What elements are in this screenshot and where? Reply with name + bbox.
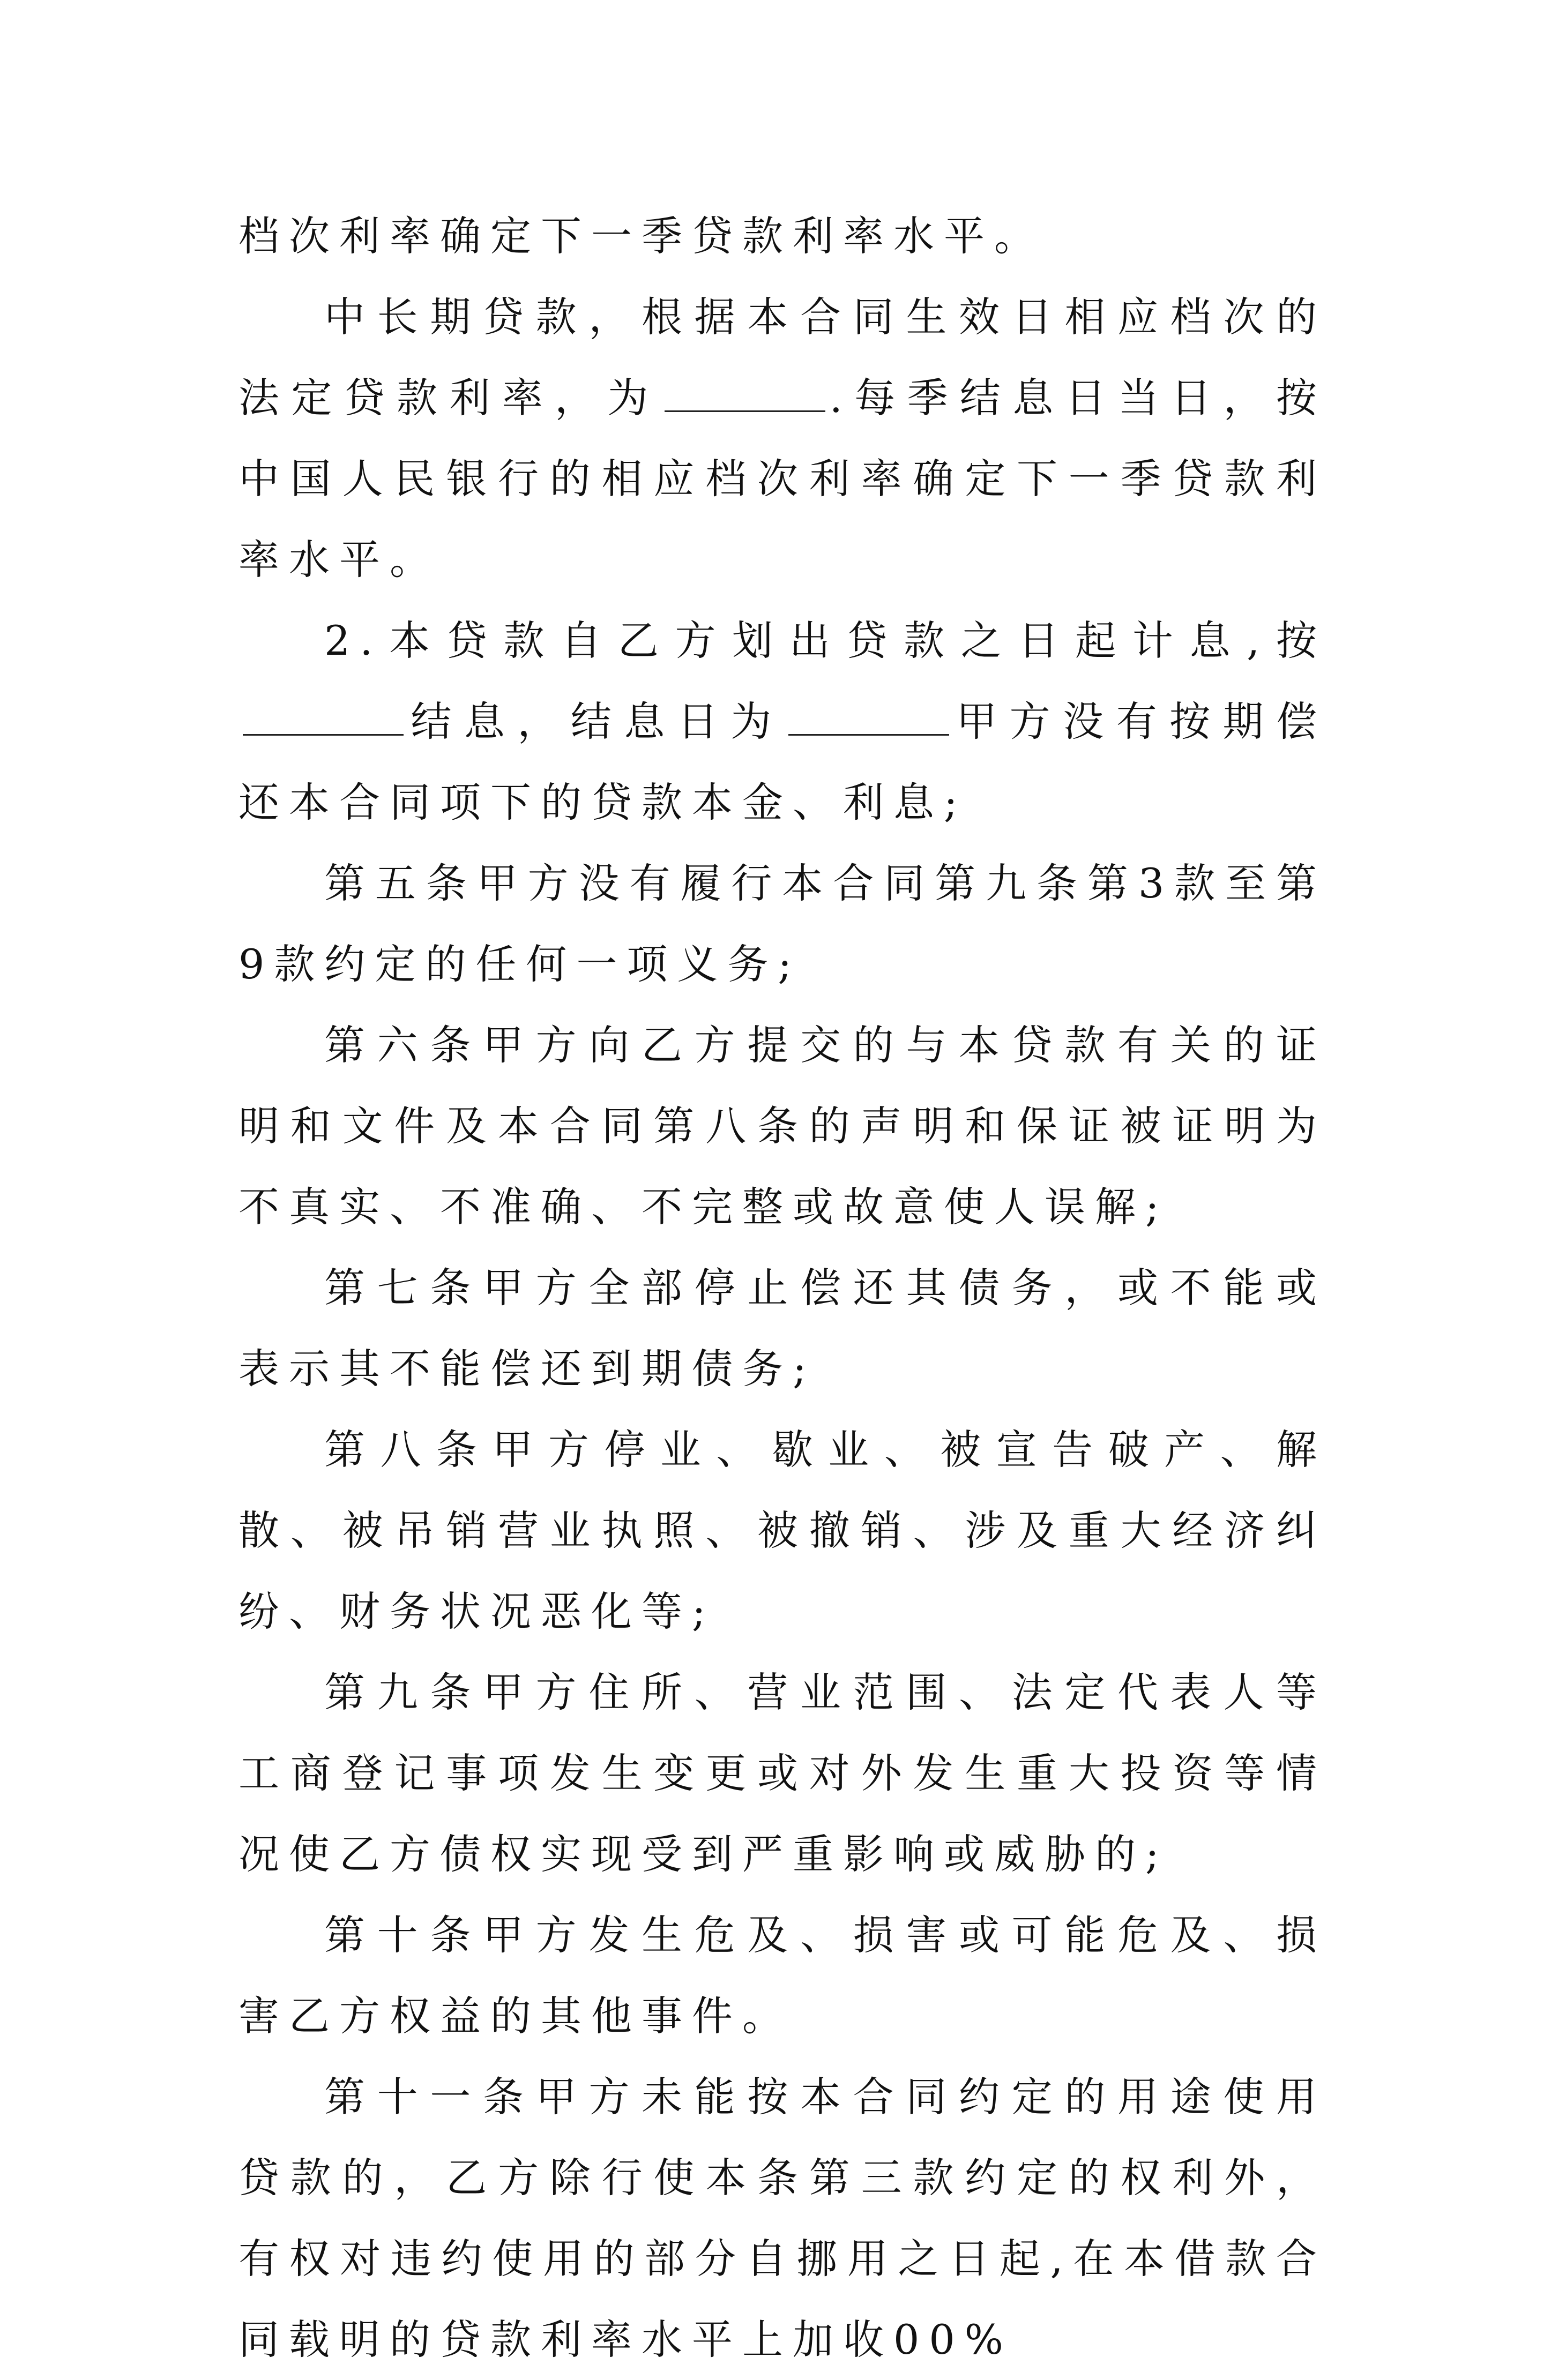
paragraph-text: 档次利率确定下一季贷款利率水平。	[238, 212, 1045, 260]
paragraph-text: 第十条甲方发生危及、损害或可能危及、损害乙方权益的其他事件。	[238, 1911, 1326, 2040]
paragraph	[238, 1895, 1326, 2056]
fill-in-blank	[665, 374, 825, 412]
paragraph-text: .每季结息日当日，按中国人民银行的相应档次利率确定下一季贷款利率水平。	[238, 374, 1326, 583]
paragraph	[238, 1409, 1326, 1652]
paragraph	[238, 2056, 1326, 2380]
paragraph	[238, 276, 1326, 600]
paragraph-text: 结息，结息日为	[408, 698, 784, 745]
paragraph-text: 第六条甲方向乙方提交的与本贷款有关的证明和文件及本合同第八条的声明和保证被证明为不真实、不准确、不完整或故意使人误解;	[238, 1021, 1326, 1231]
paragraph	[238, 1247, 1326, 1409]
paragraph	[238, 196, 1326, 276]
paragraph	[238, 1005, 1326, 1247]
fill-in-blank	[243, 698, 404, 736]
paragraph-text: 第八条甲方停业、歇业、被宣告破产、解散、被吊销营业执照、被撤销、涉及重大经济纠纷、财务状况恶化等;	[238, 1426, 1326, 1635]
paragraph-text: 第九条甲方住所、营业范围、法定代表人等工商登记事项发生变更或对外发生重大投资等情况使乙方债权实现受到严重影响或威胁的;	[238, 1668, 1326, 1878]
paragraph-text: 第七条甲方全部停止偿还其债务，或不能或表示其不能偿还到期债务;	[238, 1264, 1326, 1393]
paragraph-text: 甲方没有按期偿还本合同项下的贷款本金、利息;	[238, 698, 1327, 826]
paragraph-text: 中长期贷款，根据本合同生效日相应档次的法定贷款利率，为	[238, 293, 1326, 422]
paragraph-text: 第十一条甲方未能按本合同约定的用途使用贷款的，乙方除行使本条第三款约定的权利外，有权对违约使用的部分自挪用之日起,在本借款合同载明的贷款利率水平上加收00%	[238, 2073, 1326, 2363]
fill-in-blank	[788, 698, 949, 736]
document-body	[238, 196, 1326, 2380]
paragraph	[238, 843, 1326, 1005]
paragraph-text: 2.本贷款自乙方划出贷款之日起计息,按	[324, 617, 1326, 664]
paragraph	[238, 1652, 1326, 1895]
paragraph	[238, 600, 1326, 843]
paragraph-text: 第五条甲方没有履行本合同第九条第3款至第9款约定的任何一项义务;	[238, 859, 1326, 988]
